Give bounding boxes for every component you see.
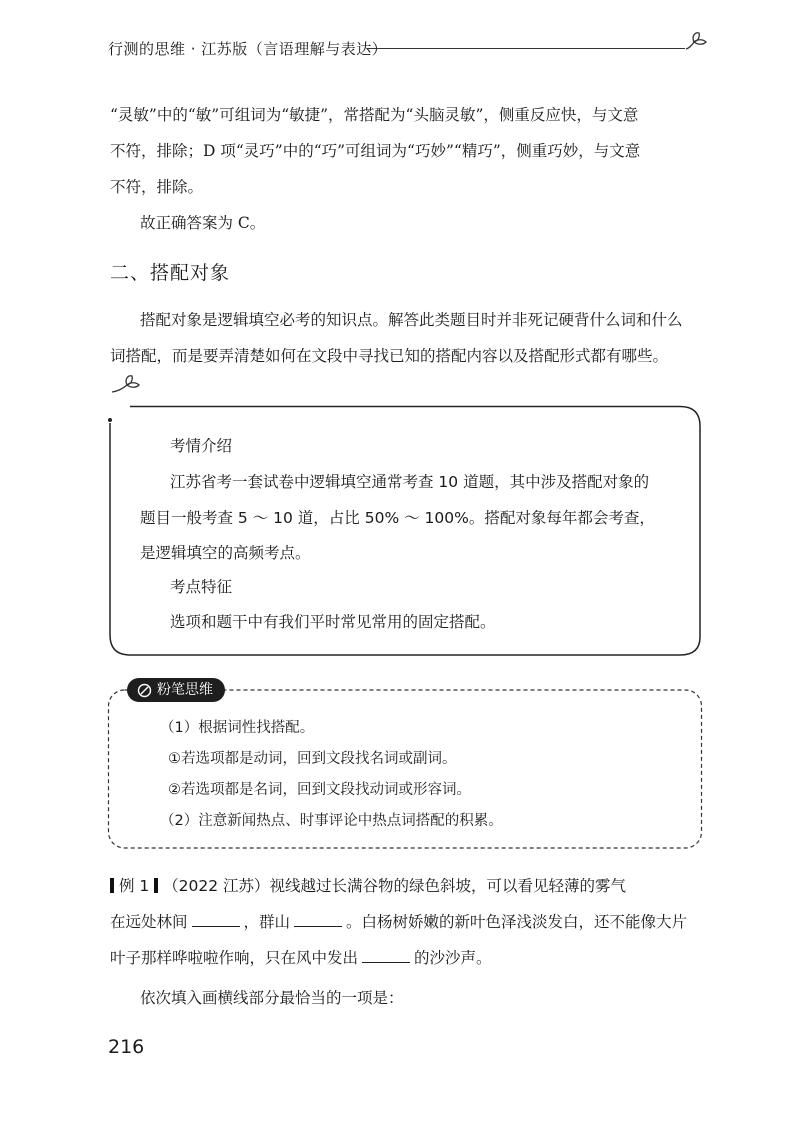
example-text-2a: 在远处林间 — [110, 913, 188, 931]
example-text-2b: ，群山 — [243, 913, 291, 931]
example-text-1: （2022 江苏）视线越过长满谷物的绿色斜坡，可以看见轻薄的雾气 — [163, 877, 626, 895]
example-label: 例 1 — [118, 877, 150, 895]
section-heading: 二、搭配对象 — [110, 262, 231, 284]
example-line-3 — [110, 940, 492, 976]
chalk-icon — [137, 683, 152, 698]
intro-line-1: “灵敏”中的“敏”可组词为“敏捷”，常搭配为“头脑灵敏”，侧重反应快，与文意 — [110, 106, 639, 124]
exam-info-line-1: 江苏省考一套试卷中逻辑填空通常考查 10 道题，其中涉及搭配对象的 — [170, 473, 650, 491]
blank-3 — [362, 948, 410, 963]
chalk-item-2: ①若选项都是动词，回到文段找名词或副词。 — [168, 751, 457, 767]
blank-1 — [192, 912, 240, 927]
example-bar-left — [110, 878, 114, 893]
chalk-badge-label: 粉笔思维 — [157, 682, 213, 698]
chalk-item-4: （2）注意新闻热点、时事评论中热点词搭配的积累。 — [160, 813, 503, 829]
section-line-1: 搭配对象是逻辑填空必考的知识点。解答此类题目时并非死记硬背什么词和什么 — [140, 311, 683, 329]
section-line-2: 词搭配，而是要弄清楚如何在文段中寻找已知的搭配内容以及搭配形式都有哪些。 — [110, 347, 669, 365]
example-line-1 — [110, 868, 626, 904]
sprout-icon — [682, 30, 710, 52]
example-text-3a: 叶子那样哗啦啦作响，只在风中发出 — [110, 949, 359, 967]
chalk-thinking-badge — [127, 678, 225, 702]
blank-2 — [294, 912, 342, 927]
leaf-divider-icon — [110, 372, 144, 396]
header-rule — [367, 48, 685, 49]
example-text-2c: 。白杨树娇嫩的新叶色泽浅淡发白，还不能像大片 — [346, 913, 688, 931]
running-header-title: 行测的思维 · 江苏版（言语理解与表达） — [108, 40, 388, 58]
exam-info-line-2: 题目一般考查 5 ～ 10 道，占比 50% ～ 100%。搭配对象每年都会考查， — [140, 509, 655, 527]
exam-info-line-3: 是逻辑填空的高频考点。 — [140, 544, 311, 562]
chalk-item-3: ②若选项都是名词，回到文段找动词或形容词。 — [168, 782, 471, 798]
intro-line-2: 不符，排除；D 项“灵巧”中的“巧”可组词为“巧妙”“精巧”，侧重巧妙，与文意 — [110, 142, 641, 160]
example-bar-right — [154, 878, 158, 893]
chalk-item-1: （1）根据词性找搭配。 — [160, 720, 315, 736]
example-text-3b: 的沙沙声。 — [414, 949, 492, 967]
exam-feature-text: 选项和题干中有我们平时常见常用的固定搭配。 — [170, 613, 496, 631]
answer-line: 故正确答案为 C。 — [140, 214, 266, 232]
example-question: 依次填入画横线部分最恰当的一项是： — [140, 989, 404, 1007]
example-line-2 — [110, 904, 687, 940]
exam-info-title: 考情介绍 — [170, 437, 233, 455]
intro-line-3: 不符，排除。 — [110, 178, 204, 196]
page-number: 216 — [108, 1036, 145, 1058]
exam-feature-title: 考点特征 — [170, 578, 233, 596]
